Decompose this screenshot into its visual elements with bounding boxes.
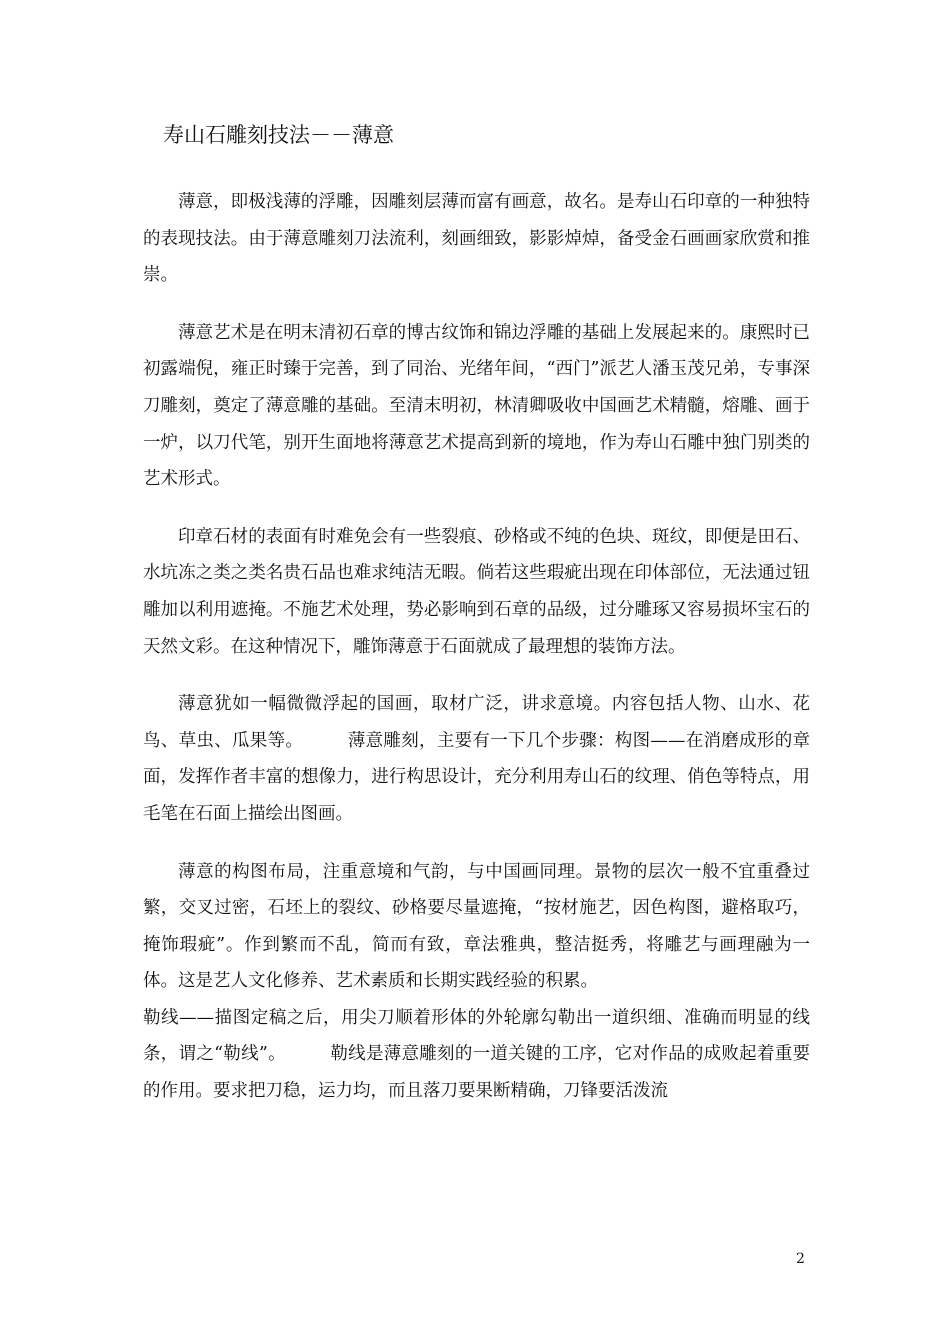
paragraph-1: 薄意，即极浅薄的浮雕，因雕刻层薄而富有画意，故名。是寿山石印章的一种独特的表现技法。由于薄意雕刻刀法流利，刻画细致，影影焯焯，备受金石画画家欣赏和推崇。	[143, 192, 810, 286]
document-title: 寿山石雕刻技法－－薄意	[163, 123, 394, 147]
paragraph-3: 印章石材的表面有时难免会有一些裂痕、砂格或不纯的色块、斑纹，即便是田石、水坑冻之类之类名贵石品也难求纯洁无暇。倘若这些瑕疵出现在印体部位，无法通过钮雕加以利用遮掩。不施艺术处理，势必影响到石章的品级，过分雕琢又容易损坏宝石的天然文彩。在这种情况下，雕饰薄意于石面就成了最理想的装饰方法。	[143, 526, 810, 657]
paragraph-4: 薄意犹如一幅微微浮起的国画，取材广泛，讲求意境。内容包括人物、山水、花鸟、草虫、瓜果等。 薄意雕刻，主要有一下几个步骤：构图——在消磨成形的章面，发挥作者丰富的想像力，进行构思设计，充分利用寿山石的纹理、俏色等特点，用毛笔在石面上描绘出图画。	[143, 694, 810, 824]
page-number: 2	[796, 1251, 805, 1267]
paragraph-6: 勒线——描图定稿之后，用尖刀顺着形体的外轮廓勾勒出一道织细、准确而明显的线条，谓之“勒线”。 勒线是薄意雕刻的一道关键的工序，它对作品的成败起着重要的作用。要求把刀稳，运力均，而且落刀要果断精确，刀锋要活泼流	[143, 1007, 810, 1102]
paragraph-2: 薄意艺术是在明末清初石章的博古纹饰和锦边浮雕的基础上发展起来的。康熙时已初露端倪，雍正时臻于完善，到了同治、光绪年间，“西门”派艺人潘玉茂兄弟，专事深刀雕刻，奠定了薄意雕的基础。至清末明初，林清卿吸收中国画艺术精髓，熔雕、画于一炉，以刀代笔，别开生面地将薄意艺术提高到新的境地，作为寿山石雕中独门别类的艺术形式。	[143, 322, 810, 490]
paragraph-5: 薄意的构图布局，注重意境和气韵，与中国画同理。景物的层次一般不宜重叠过繁，交叉过密，石坯上的裂纹、砂格要尽量遮掩，“按材施艺，因色构图，避格取巧，掩饰瑕疵”。作到繁而不乱，简而有致，章法雅典，整洁挺秀，将雕艺与画理融为一体。这是艺人文化修养、艺术素质和长期实践经验的积累。	[143, 861, 810, 992]
document-body	[143, 184, 810, 1131]
